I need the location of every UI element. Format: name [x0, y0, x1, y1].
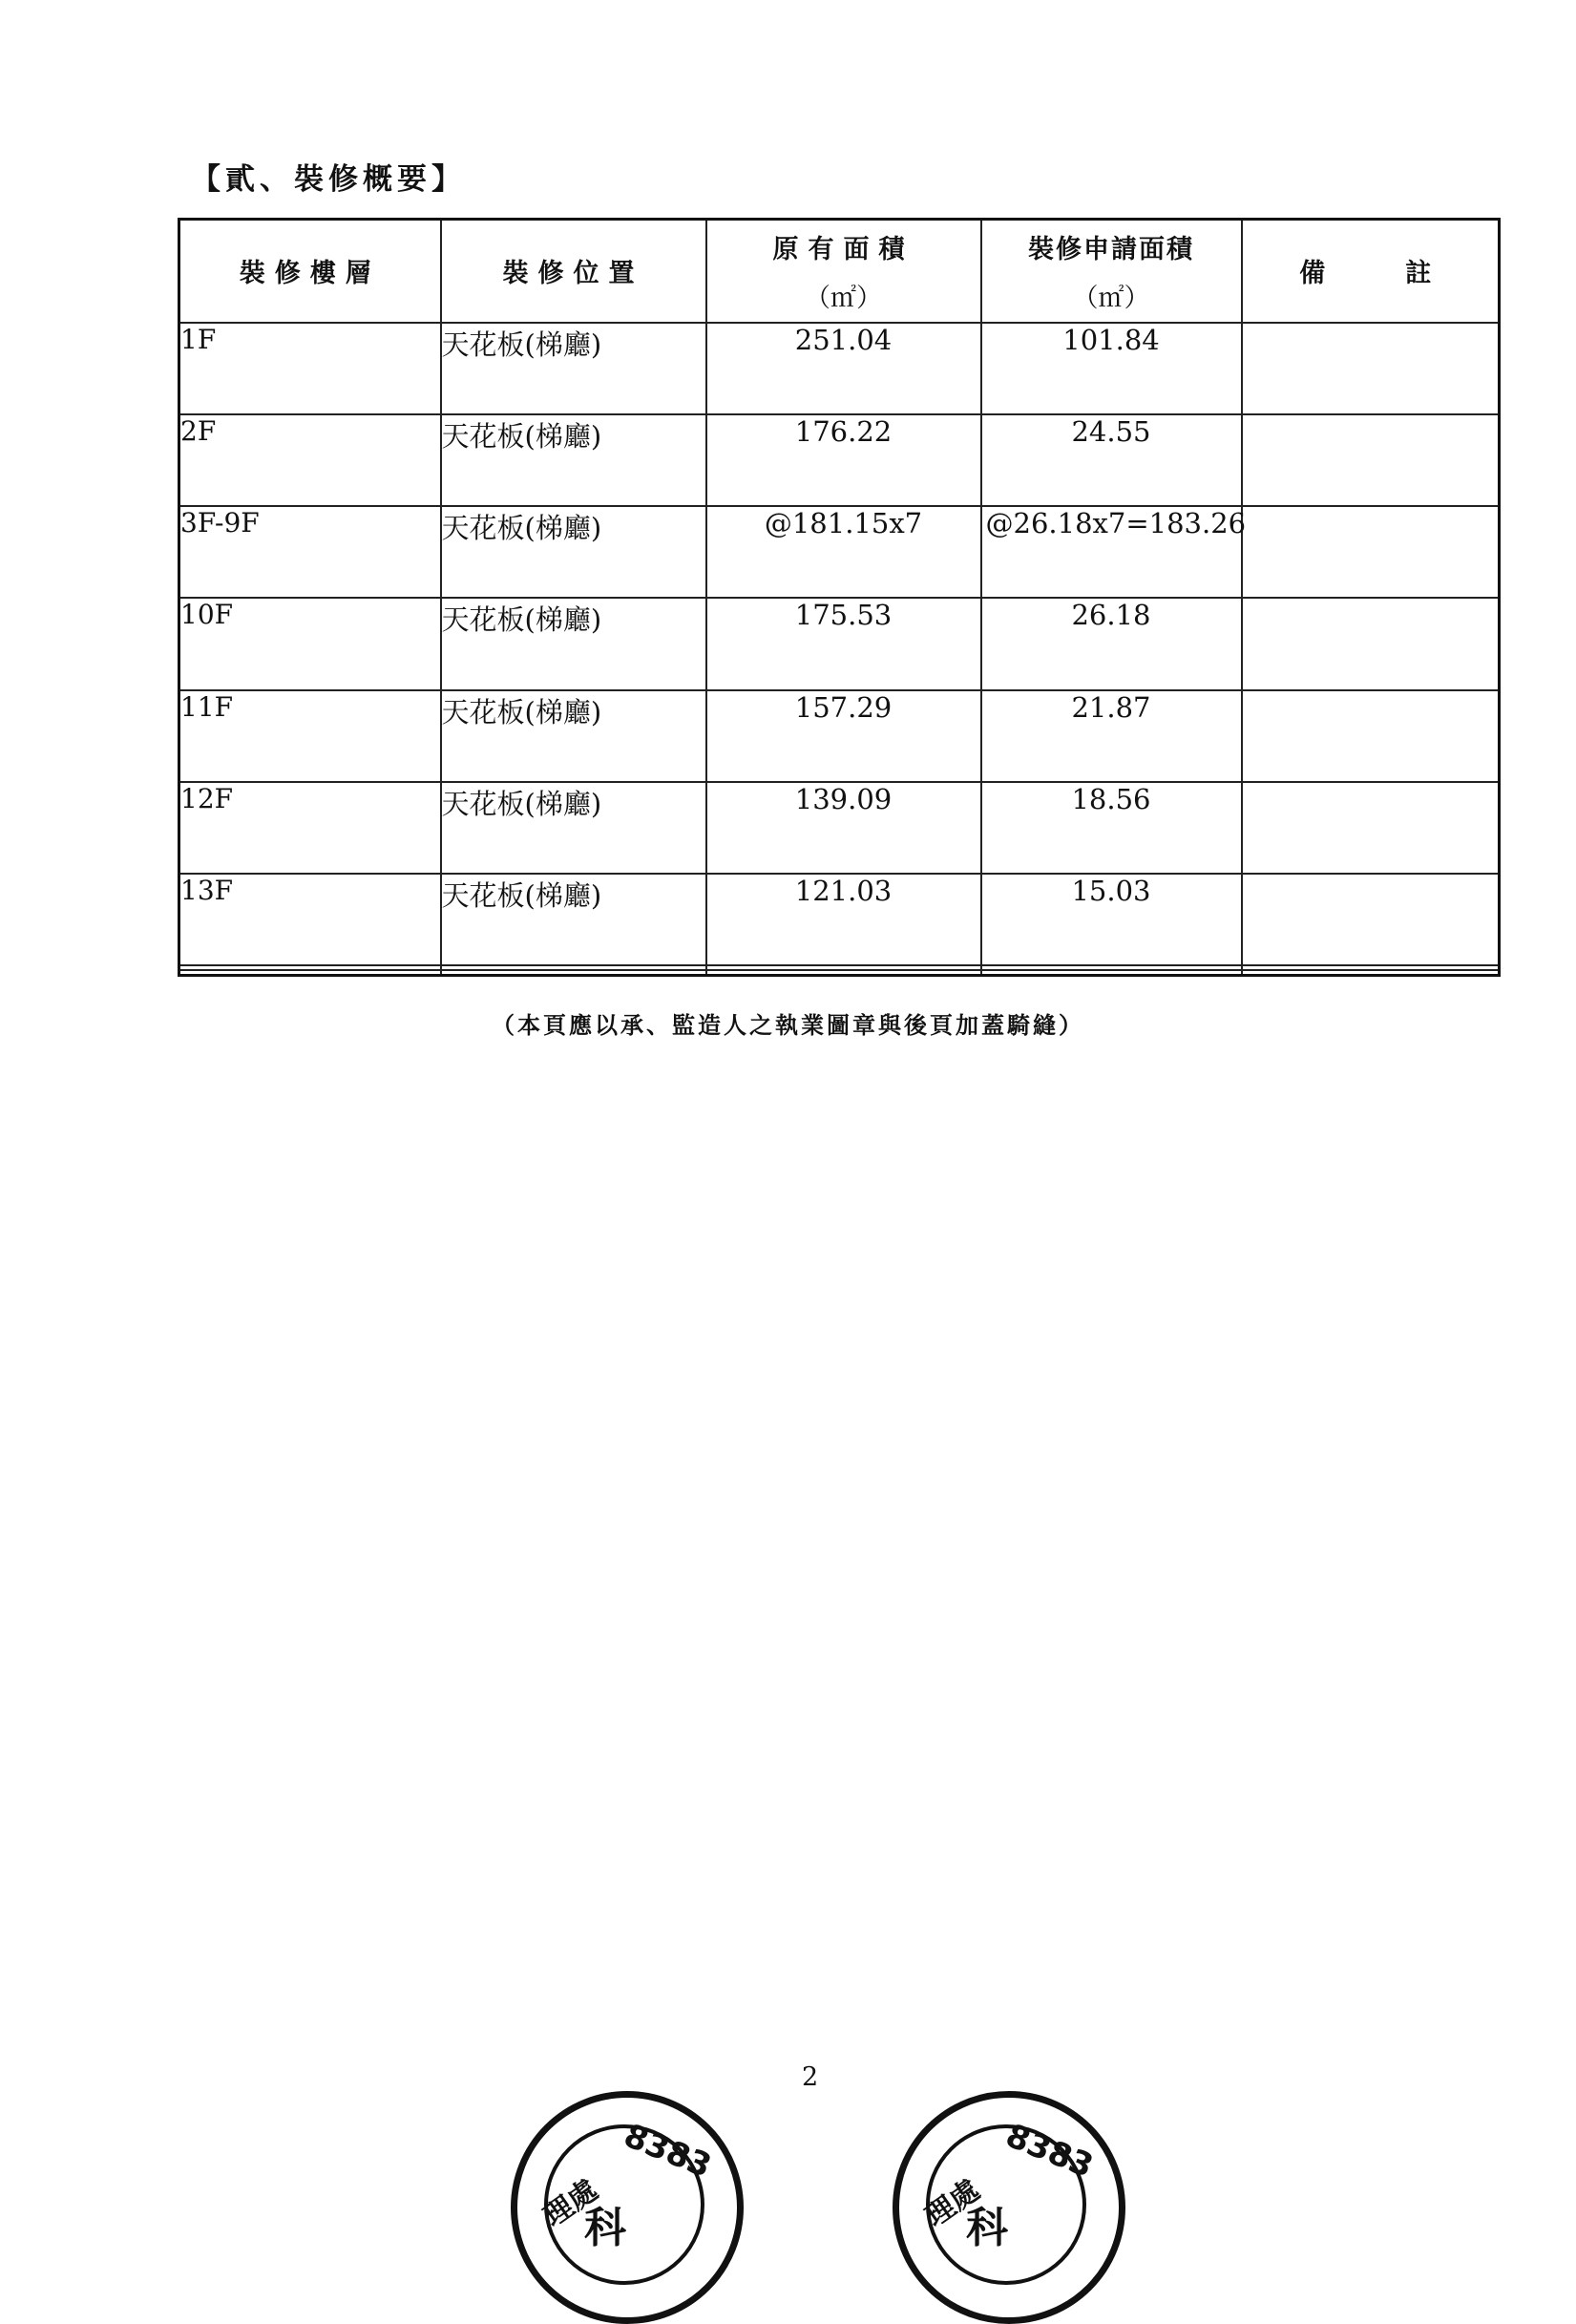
cell-applied-area: 24.55	[981, 414, 1242, 506]
table-row	[179, 323, 1500, 414]
cell-location: 天花板(梯廳)	[441, 782, 706, 874]
cell-remark	[1242, 323, 1500, 414]
cell-applied-area	[981, 970, 1242, 976]
cell-original-area: 139.09	[706, 782, 981, 874]
cell-applied-area: 26.18	[981, 598, 1242, 689]
seal-section-text: 科	[584, 2204, 626, 2252]
cell-location: 天花板(梯廳)	[441, 506, 706, 598]
cell-floor: 2F	[179, 414, 441, 506]
cell-location: 天花板(梯廳)	[441, 690, 706, 782]
seal-code: 8383	[999, 2116, 1099, 2187]
cell-remark	[1242, 414, 1500, 506]
cell-remark	[1242, 782, 1500, 874]
header-remarks: 備 註	[1242, 220, 1500, 323]
cell-original-area: 121.03	[706, 874, 981, 965]
table-row	[179, 506, 1500, 598]
cell-floor: 3F-9F	[179, 506, 441, 598]
seal-section-text: 科	[966, 2204, 1008, 2252]
cell-applied-area: 18.56	[981, 782, 1242, 874]
cell-applied-area: 21.87	[981, 690, 1242, 782]
cell-remark	[1242, 690, 1500, 782]
official-seal-stamp	[511, 2091, 744, 2324]
cell-original-area: 251.04	[706, 323, 981, 414]
cell-applied-area: 101.84	[981, 323, 1242, 414]
seal-code: 8383	[618, 2116, 717, 2187]
cell-remark	[1242, 970, 1500, 976]
table-row	[179, 690, 1500, 782]
cell-original-area: 176.22	[706, 414, 981, 506]
header-original-area-unit: （㎡）	[805, 283, 882, 313]
table-row	[179, 414, 1500, 506]
cell-original-area: 175.53	[706, 598, 981, 689]
cell-applied-area: 15.03	[981, 874, 1242, 965]
cell-location: 天花板(梯廳)	[441, 323, 706, 414]
cell-location: 天花板(梯廳)	[441, 874, 706, 965]
table-row	[179, 970, 1500, 976]
cell-applied-area: @26.18x7=183.26	[981, 506, 1242, 598]
header-applied-area-unit: （㎡）	[1072, 283, 1150, 313]
table-header-row	[179, 220, 1500, 323]
cell-floor: 1F	[179, 323, 441, 414]
header-location: 裝修位置	[441, 220, 706, 323]
section-title: 【貳、裝修概要】	[191, 162, 466, 197]
seal-office-text: 理處	[537, 2173, 604, 2234]
cell-location: 天花板(梯廳)	[441, 414, 706, 506]
cell-floor: 11F	[179, 690, 441, 782]
table-row	[179, 782, 1500, 874]
renovation-summary-table	[178, 218, 1501, 977]
header-applied-area-label: 裝修申請面積	[1028, 234, 1194, 264]
seal-office-text: 理處	[919, 2173, 986, 2234]
cell-remark	[1242, 874, 1500, 965]
header-applied-area	[981, 220, 1242, 323]
cell-floor: 13F	[179, 874, 441, 965]
cell-location	[441, 970, 706, 976]
cell-original-area: @181.15x7	[706, 506, 981, 598]
header-original-area-label: 原有面積	[772, 234, 914, 264]
cell-original-area: 157.29	[706, 690, 981, 782]
seal-instruction-note: （本頁應以承、監造人之執業圖章與後頁加蓋騎縫）	[492, 1011, 1084, 1039]
cell-floor: 10F	[179, 598, 441, 689]
cell-remark	[1242, 506, 1500, 598]
header-floor: 裝修樓層	[179, 220, 441, 323]
official-seal-stamp	[893, 2091, 1125, 2324]
cell-floor	[179, 970, 441, 976]
cell-floor: 12F	[179, 782, 441, 874]
header-original-area	[706, 220, 981, 323]
table-row	[179, 874, 1500, 965]
cell-location: 天花板(梯廳)	[441, 598, 706, 689]
cell-remark	[1242, 598, 1500, 689]
cell-original-area	[706, 970, 981, 976]
table-row	[179, 598, 1500, 689]
page-number: 2	[802, 2062, 819, 2092]
